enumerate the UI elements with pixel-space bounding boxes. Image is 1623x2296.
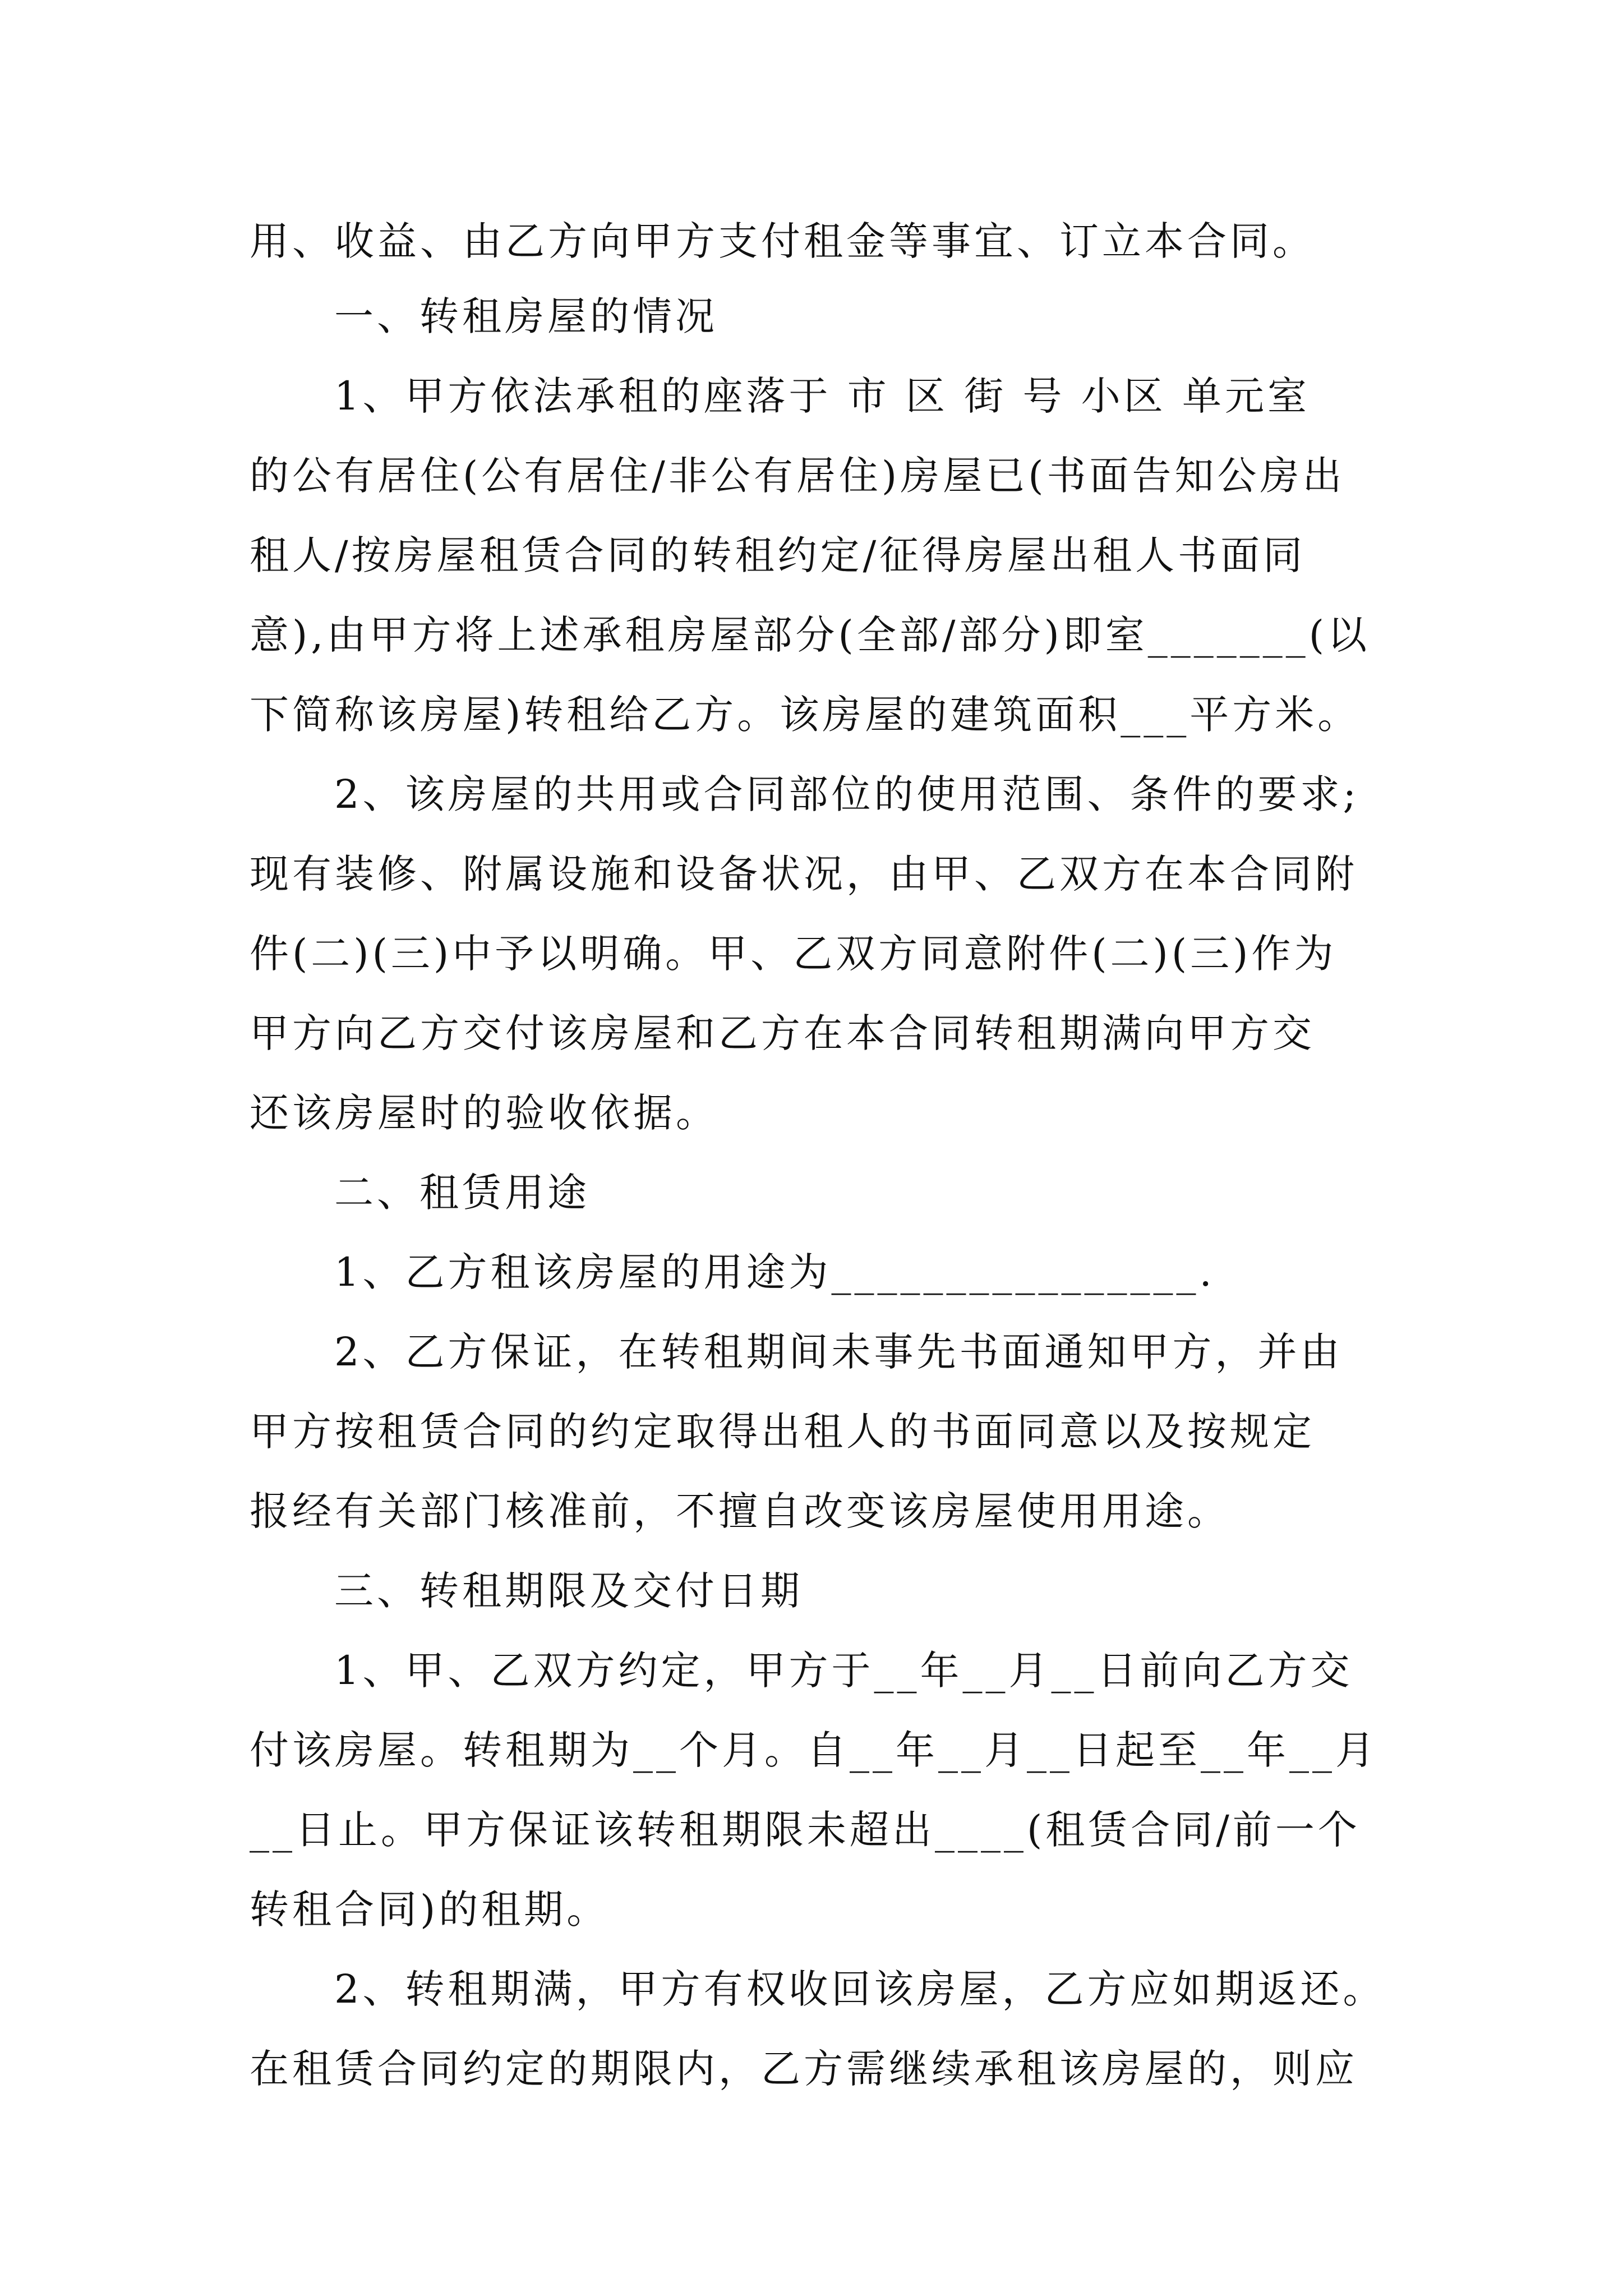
paragraph-line: 1、甲方依法承租的座落于 市 区 街 号 小区 单元室 <box>334 373 1311 419</box>
paragraph-line: 还该房屋时的验收依据。 <box>250 1090 718 1136</box>
paragraph-line: 租人/按房屋租赁合同的转租约定/征得房屋出租人书面同 <box>250 532 1306 578</box>
paragraph-line: 在租赁合同约定的期限内，乙方需继续承租该房屋的，则应 <box>250 2046 1358 2092</box>
paragraph-line: 1、甲、乙双方约定，甲方于__年__月__日前向乙方交 <box>334 1648 1353 1694</box>
paragraph-line: 现有装修、附属设施和设备状况，由甲、乙双方在本合同附 <box>250 851 1358 897</box>
paragraph-line: 甲方按租赁合同的约定取得出租人的书面同意以及按规定 <box>250 1409 1315 1455</box>
paragraph-line: 2、该房屋的共用或合同部位的使用范围、条件的要求; <box>334 771 1360 817</box>
paragraph-line: 付该房屋。转租期为__个月。自__年__月__日起至__年__月 <box>250 1727 1378 1773</box>
paragraph-line: 用、收益、由乙方向甲方支付租金等事宜、订立本合同。 <box>250 218 1315 264</box>
paragraph-line: 转租合同)的租期。 <box>250 1887 610 1932</box>
paragraph-line: 件(二)(三)中予以明确。甲、乙双方同意附件(二)(三)作为 <box>250 931 1337 977</box>
section-heading: 二、租赁用途 <box>334 1170 590 1216</box>
paragraph-line: __日止。甲方保证该转租期限未超出____(租赁合同/前一个 <box>250 1807 1361 1853</box>
paragraph-line: 的公有居住(公有居住/非公有居住)房屋已(书面告知公房出 <box>250 453 1345 499</box>
paragraph-line: 1、乙方租该房屋的用途为________________. <box>334 1249 1215 1295</box>
section-heading: 三、转租期限及交付日期 <box>334 1568 803 1614</box>
paragraph-line: 甲方向乙方交付该房屋和乙方在本合同转租期满向甲方交 <box>250 1010 1315 1056</box>
section-heading: 一、转租房屋的情况 <box>334 293 718 339</box>
paragraph-line: 2、乙方保证，在转租期间未事先书面通知甲方，并由 <box>334 1329 1343 1375</box>
paragraph-line: 报经有关部门核准前，不擅自改变该房屋使用用途。 <box>250 1488 1230 1534</box>
paragraph-line: 意),由甲方将上述承租房屋部分(全部/部分)即室_______(以 <box>250 612 1371 658</box>
paragraph-line: 2、转租期满，甲方有权收回该房屋，乙方应如期返还。 <box>334 1966 1386 2012</box>
paragraph-line: 下简称该房屋)转租给乙方。该房屋的建筑面积___平方米。 <box>250 692 1361 738</box>
